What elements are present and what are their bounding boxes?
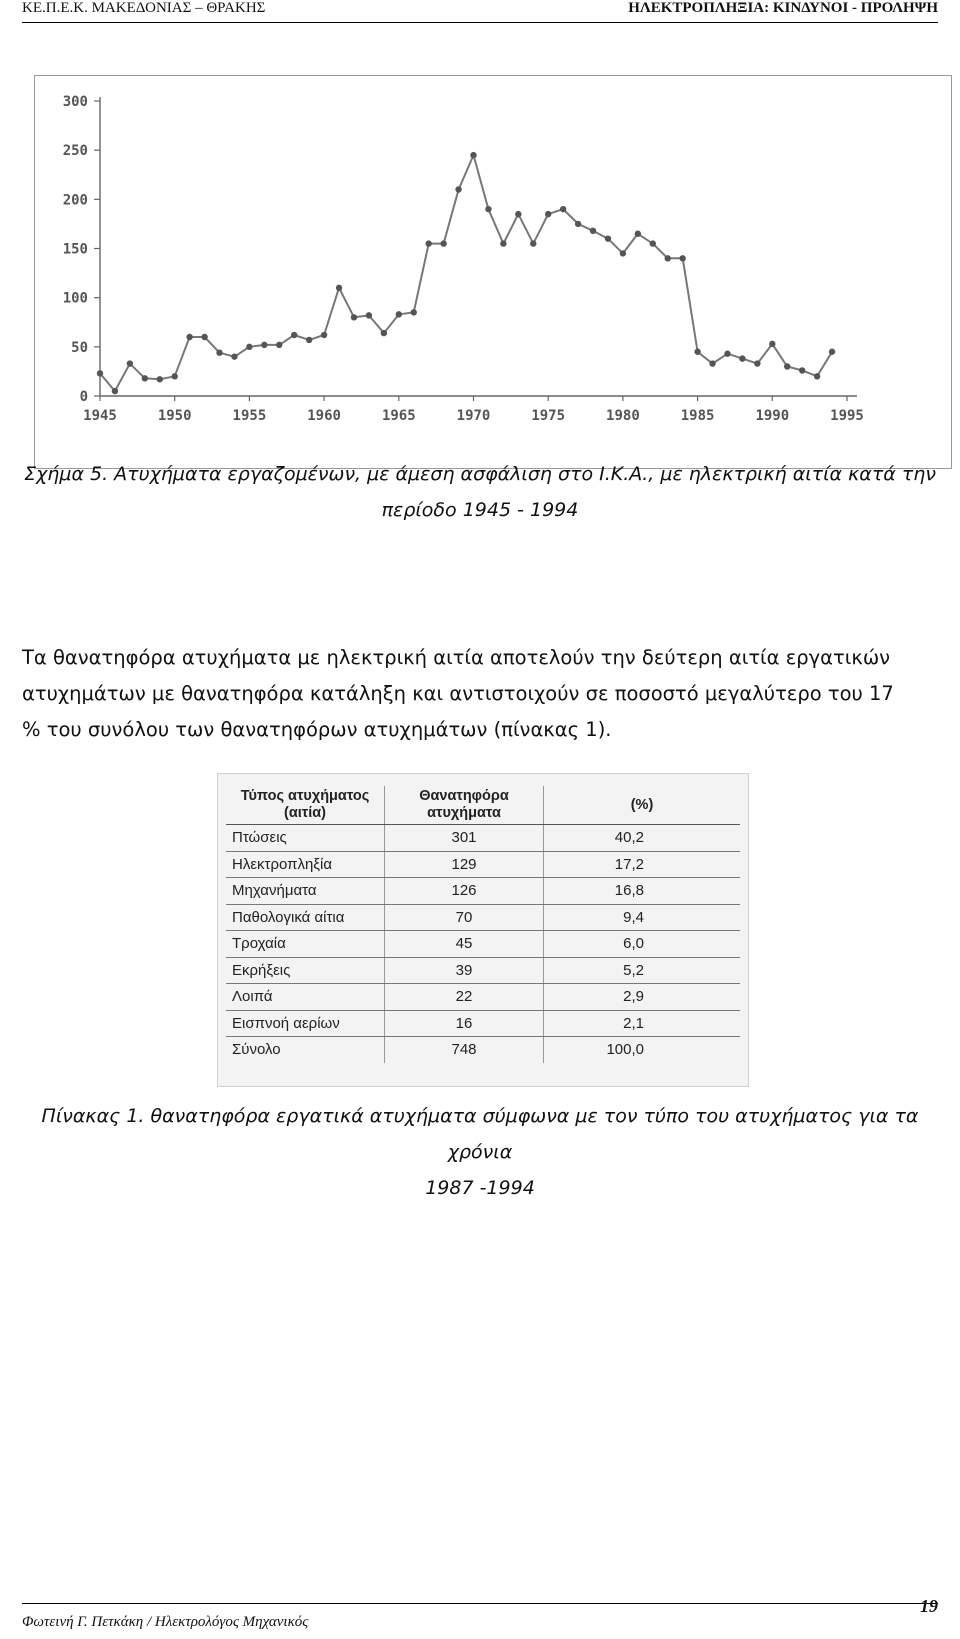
cell-type: Τροχαία — [226, 931, 385, 958]
x-tick-label: 1945 — [83, 408, 117, 424]
y-tick-label: 200 — [62, 192, 88, 209]
table-row — [226, 904, 740, 931]
data-point — [694, 349, 700, 355]
data-point — [366, 312, 372, 318]
data-point — [560, 206, 566, 212]
cell-percent: 100,0 — [606, 1041, 644, 1059]
chart-series — [97, 152, 835, 394]
data-point — [351, 314, 357, 320]
paragraph-line-1: Τα θανατηφόρα ατυχήματα με ηλεκτρική αιτία αποτελούν την δεύτερη αιτία εργατικών — [22, 646, 891, 669]
table-row — [226, 825, 740, 852]
data-point — [201, 334, 207, 340]
header-title: ΗΛΕΚΤΡΟΠΛΗΞΙΑ: ΚΙΝΔΥΝΟΙ - ΠΡΟΛΗΨΗ — [628, 0, 938, 16]
table-row — [226, 1010, 740, 1037]
cell-count: 129 — [385, 851, 544, 878]
cell-type: Μηχανήματα — [226, 878, 385, 905]
figure-caption-line-1: Σχήμα 5. Ατυχήματα εργαζομένων, με άμεση ασφάλιση στο Ι.Κ.Α., με ηλεκτρική αιτία κατά την — [24, 463, 936, 485]
x-tick-label: 1995 — [830, 408, 864, 424]
cell-percent: 6,0 — [544, 931, 741, 958]
paragraph-line-2: ατυχημάτων με θανατηφόρα κατάληξη και αντιστοιχούν σε ποσοστό μεγαλύτερο του 17 — [22, 682, 894, 705]
data-point — [381, 330, 387, 336]
cell-type: Εκρήξεις — [226, 957, 385, 984]
cell-percent: 17,2 — [544, 851, 741, 878]
data-point — [396, 311, 402, 317]
cell-type: Παθολογικά αίτια — [226, 904, 385, 931]
cell-count: 39 — [385, 957, 544, 984]
cell-count: 126 — [385, 878, 544, 905]
data-point — [620, 250, 626, 256]
cell-type: Σύνολο — [226, 1037, 385, 1063]
data-point — [829, 349, 835, 355]
table-caption-line-1: Πίνακας 1. θανατηφόρα εργατικά ατυχήματα σύμφωνα με τον τύπο του ατυχήματος για τα χρόνια — [41, 1105, 919, 1163]
accidents-table-image — [217, 773, 749, 1087]
data-point — [575, 221, 581, 227]
data-point — [724, 351, 730, 357]
x-tick-label: 1965 — [381, 408, 416, 424]
x-tick-label: 1950 — [157, 408, 192, 424]
chart-ticks — [63, 94, 864, 424]
cell-type: Πτώσεις — [226, 825, 385, 852]
data-point — [231, 353, 237, 359]
x-tick-label: 1955 — [232, 408, 267, 424]
data-point — [172, 373, 178, 379]
table-row — [226, 957, 740, 984]
cell-percent: 16,8 — [544, 878, 741, 905]
data-point — [590, 228, 596, 234]
y-tick-label: 0 — [79, 389, 88, 405]
col-header-percent: (%) — [544, 786, 741, 825]
table-row — [226, 1037, 740, 1063]
data-point — [142, 375, 148, 381]
footer-author: Φωτεινή Γ. Πετκάκη / Ηλεκτρολόγος Μηχανικός — [22, 1614, 309, 1630]
data-point — [650, 240, 656, 246]
data-point — [515, 211, 521, 217]
cell-type: Ηλεκτροπληξία — [226, 851, 385, 878]
table-caption-line-2: 1987 -1994 — [425, 1177, 535, 1199]
series-line — [100, 155, 832, 391]
y-tick-label: 150 — [62, 241, 88, 258]
cell-percent: 9,4 — [544, 904, 741, 931]
data-point — [440, 240, 446, 246]
cell-percent: 2,9 — [544, 984, 741, 1011]
table-caption — [22, 1098, 938, 1206]
cell-count: 70 — [385, 904, 544, 931]
data-point — [216, 350, 222, 356]
table-row — [226, 931, 740, 958]
cell-count: 45 — [385, 931, 544, 958]
data-point — [739, 355, 745, 361]
y-tick-label: 50 — [71, 339, 88, 356]
x-tick-label: 1985 — [680, 408, 715, 424]
data-point — [112, 388, 118, 394]
data-point — [157, 376, 163, 382]
data-point — [679, 255, 685, 261]
data-point — [814, 373, 820, 379]
data-point — [261, 342, 267, 348]
data-point — [186, 334, 192, 340]
x-tick-label: 1970 — [456, 408, 491, 424]
data-point — [530, 240, 536, 246]
body-paragraph — [22, 640, 956, 748]
data-point — [336, 285, 342, 291]
data-point — [485, 206, 491, 212]
cell-count: 301 — [385, 825, 544, 852]
page-number: 19 — [920, 1596, 938, 1616]
x-tick-label: 1975 — [531, 408, 566, 424]
cell-count: 22 — [385, 984, 544, 1011]
data-point — [411, 309, 417, 315]
accidents-table — [226, 786, 740, 1063]
table-row — [226, 851, 740, 878]
table-row — [226, 984, 740, 1011]
table-row — [226, 878, 740, 905]
data-point — [455, 186, 461, 192]
figure-caption-line-2: περίοδο 1945 - 1994 — [381, 499, 579, 521]
data-point — [769, 341, 775, 347]
x-tick-label: 1980 — [606, 408, 640, 424]
data-point — [545, 211, 551, 217]
chart-axes — [100, 97, 857, 396]
figure-caption — [22, 456, 938, 528]
data-point — [799, 367, 805, 373]
data-point — [500, 240, 506, 246]
data-point — [321, 332, 327, 338]
data-point — [470, 152, 476, 158]
cell-count: 748 — [385, 1037, 544, 1063]
table-body — [226, 825, 740, 1063]
table-header-row — [226, 786, 740, 825]
data-point — [246, 344, 252, 350]
data-point — [665, 255, 671, 261]
cell-type: Εισπνοή αερίων — [226, 1010, 385, 1037]
data-point — [605, 235, 611, 241]
chart-svg — [35, 76, 951, 468]
data-point — [306, 337, 312, 343]
cell-type: Λοιπά — [226, 984, 385, 1011]
data-point — [291, 332, 297, 338]
data-point — [97, 370, 103, 376]
line-chart — [34, 75, 952, 469]
x-tick-label: 1960 — [307, 408, 341, 424]
x-tick-label: 1990 — [755, 408, 790, 424]
data-point — [276, 342, 282, 348]
y-tick-label: 300 — [62, 94, 88, 110]
col-header-fatal: Θανατηφόρα ατυχήματα — [385, 786, 544, 825]
data-point — [784, 363, 790, 369]
paragraph-line-3: % του συνόλου των θανατηφόρων ατυχημάτων (πίνακας 1). — [22, 718, 612, 741]
footer-divider — [22, 1603, 938, 1604]
header-institution: ΚΕ.Π.Ε.Κ. ΜΑΚΕΔΟΝΙΑΣ – ΘΡΑΚΗΣ — [22, 0, 266, 16]
data-point — [127, 360, 133, 366]
data-point — [754, 360, 760, 366]
page-header — [22, 0, 938, 23]
y-tick-label: 250 — [62, 143, 88, 160]
cell-percent: 2,1 — [544, 1010, 741, 1037]
y-tick-label: 100 — [62, 290, 88, 307]
data-point — [709, 360, 715, 366]
cell-percent: 5,2 — [544, 957, 741, 984]
col-header-type: Τύπος ατυχήματος (αιτία) — [226, 786, 385, 825]
cell-percent: 40,2 — [544, 825, 741, 852]
data-point — [425, 240, 431, 246]
cell-count: 16 — [385, 1010, 544, 1037]
data-point — [635, 231, 641, 237]
